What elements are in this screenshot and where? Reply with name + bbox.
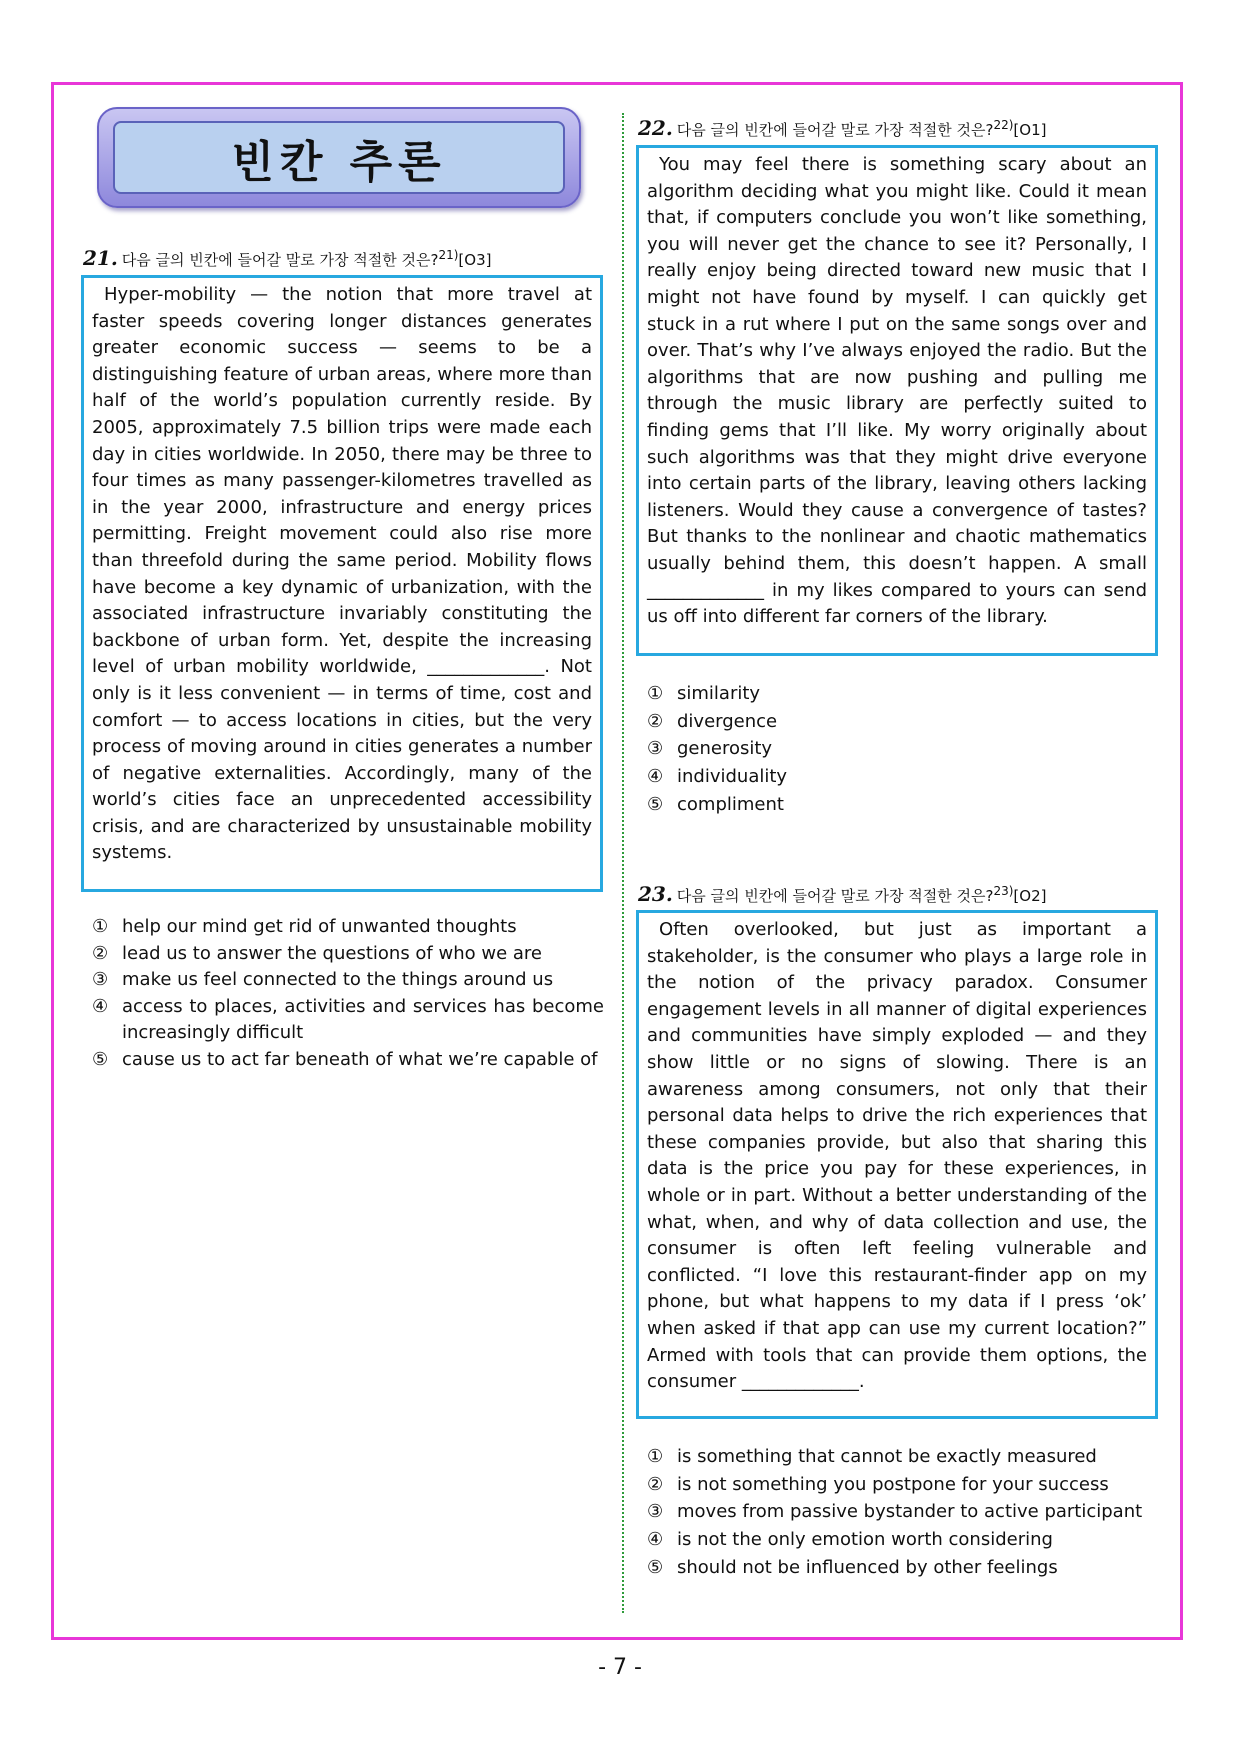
- passage-text: Often overlooked, but just as important a stakeholder, is the consumer who plays a large role in the notion of the privacy paradox. Consumer engagement levels in all manner of digital experiences and communities have simply exploded — and they show little or no signs of slowing. There is an awareness among consumers, not only that their personal data helps to drive the rich experiences that these companies provide, but also that sharing this data is the price you pay for these experiences, in whole or in part. Without a better understanding of the what, when, and why of data collection and use, the consumer is often left feeling vulnerable and conflicted. “I love this restaurant-finder app on my phone, but what happens to my data if I press ‘ok’ when asked if that app can use my current location?” Armed with tools that can provide them options, the consumer _____________.: [647, 919, 1147, 1393]
- choice-1[interactable]: [647, 1443, 1157, 1471]
- passage-text: You may feel there is something scary about an algorithm deciding what you might like. Could it mean that, if computers conclude you won’t like something, you will never get the chance to see it? Personally, I really enjoy being directed toward new music that I might not have found by myself. I can quickly get stuck in a rut where I put on the same songs over and over. That’s why I’ve always enjoyed the radio. But the algorithms that are now pushing and pulling me through the music library are perfectly suited to finding gems that I’ll like. My worry originally about such algorithms was that they might drive everyone into certain parts of the library, leaving others lacking listeners. Would they cause a convergence of tastes? But thanks to the nonlinear and chaotic mathematics usually behind them, this doesn’t happen. A small _____________ in my likes compared to yours can send us off into different far corners of the library.: [647, 154, 1147, 628]
- choice-mark: ④: [92, 995, 109, 1017]
- question-21-passage-box: [81, 275, 603, 892]
- choice-text: access to places, activities and services has become increasingly difficult: [122, 995, 604, 1044]
- question-number: 22.: [638, 116, 673, 140]
- section-title-plate: [113, 121, 565, 194]
- choice-text: generosity: [677, 738, 773, 760]
- choice-mark: ①: [647, 1446, 664, 1467]
- choice-text: is not something you postpone for your success: [677, 1473, 1109, 1495]
- question-ref: 23): [993, 884, 1014, 898]
- question-22-passage-box: [636, 145, 1158, 656]
- choice-text: moves from passive bystander to active participant: [677, 1501, 1143, 1523]
- choice-text: similarity: [677, 683, 761, 704]
- section-title: 빈칸 추론: [231, 136, 447, 188]
- question-22-header: [638, 116, 1046, 140]
- question-21-choices: [92, 914, 604, 1074]
- choice-5[interactable]: [647, 1554, 1157, 1582]
- choice-5[interactable]: [647, 791, 1147, 819]
- question-code: [O3]: [458, 251, 492, 269]
- choice-text: make us feel connected to the things around us: [122, 969, 554, 991]
- question-23-passage-box: [636, 910, 1158, 1419]
- choice-mark: ②: [647, 710, 664, 732]
- choice-2[interactable]: [647, 708, 1147, 736]
- choice-2[interactable]: [647, 1471, 1157, 1499]
- page-number: - 7 -: [598, 1655, 642, 1680]
- choice-5[interactable]: [92, 1047, 604, 1074]
- choice-text: should not be influenced by other feelings: [677, 1556, 1058, 1578]
- choice-mark: ③: [647, 738, 664, 760]
- choice-2[interactable]: [92, 941, 604, 968]
- choice-mark: ③: [92, 969, 109, 991]
- choice-mark: ④: [647, 1529, 664, 1551]
- choice-mark: ⑤: [647, 793, 664, 815]
- choice-mark: ①: [647, 683, 664, 704]
- question-ref: 22): [993, 118, 1014, 132]
- section-title-banner: [97, 107, 581, 208]
- choice-3[interactable]: [647, 1498, 1157, 1526]
- choice-mark: ②: [647, 1473, 664, 1495]
- choice-4[interactable]: [92, 994, 604, 1047]
- choice-mark: ①: [92, 916, 109, 937]
- choice-mark: ⑤: [92, 1048, 109, 1070]
- question-prompt: 다음 글의 빈칸에 들어갈 말로 가장 적절한 것은?: [676, 121, 994, 139]
- choice-1[interactable]: [647, 680, 1147, 708]
- choice-mark: ②: [92, 942, 109, 964]
- question-23-header: [638, 882, 1046, 906]
- choice-text: help our mind get rid of unwanted thoughts: [122, 916, 517, 937]
- passage-text: Hyper-mobility — the notion that more travel at faster speeds covering longer distances generates greater economic success — seems to be a distinguishing feature of urban areas, where more than half of the world’s population currently reside. By 2005, approximately 7.5 billion trips were made each day in cities worldwide. In 2050, there may be three to four times as many passenger-kilometres travelled as in the year 2000, infrastructure and energy prices permitting. Freight movement could also rise more than threefold during the same period. Mobility flows have become a key dynamic of urbanization, with the associated infrastructure invariably constituting the backbone of urban form. Yet, despite the increasing level of urban mobility worldwide, _____________. Not only is it less convenient — in terms of time, cost and comfort — to access locations in cities, but the very process of moving around in cities generates a number of negative externalities. Accordingly, many of the world’s cities face an unprecedented accessibility crisis, and are characterized by unsustainable mobility systems.: [92, 284, 592, 864]
- choice-3[interactable]: [92, 967, 604, 994]
- choice-4[interactable]: [647, 763, 1147, 791]
- question-number: 23.: [638, 882, 673, 906]
- question-23-choices: [647, 1443, 1157, 1582]
- choice-text: is something that cannot be exactly measured: [677, 1446, 1097, 1467]
- choice-text: individuality: [677, 766, 788, 788]
- choice-mark: ③: [647, 1501, 664, 1523]
- choice-4[interactable]: [647, 1526, 1157, 1554]
- choice-text: cause us to act far beneath of what we’re capable of: [122, 1048, 598, 1070]
- question-code: [O2]: [1013, 887, 1047, 905]
- choice-3[interactable]: [647, 735, 1147, 763]
- column-divider: [622, 113, 624, 1613]
- question-number: 21.: [83, 246, 118, 270]
- question-22-choices: [647, 680, 1147, 819]
- question-ref: 21): [438, 248, 459, 262]
- choice-text: lead us to answer the questions of who we are: [122, 942, 542, 964]
- choice-mark: ⑤: [647, 1556, 664, 1578]
- question-code: [O1]: [1013, 121, 1047, 139]
- question-prompt: 다음 글의 빈칸에 들어갈 말로 가장 적절한 것은?: [121, 251, 439, 269]
- choice-1[interactable]: [92, 914, 604, 941]
- choice-mark: ④: [647, 766, 664, 788]
- choice-text: is not the only emotion worth considering: [677, 1529, 1053, 1551]
- question-21-header: [83, 246, 491, 270]
- choice-text: divergence: [677, 710, 778, 732]
- choice-text: compliment: [677, 793, 784, 815]
- question-prompt: 다음 글의 빈칸에 들어갈 말로 가장 적절한 것은?: [676, 887, 994, 905]
